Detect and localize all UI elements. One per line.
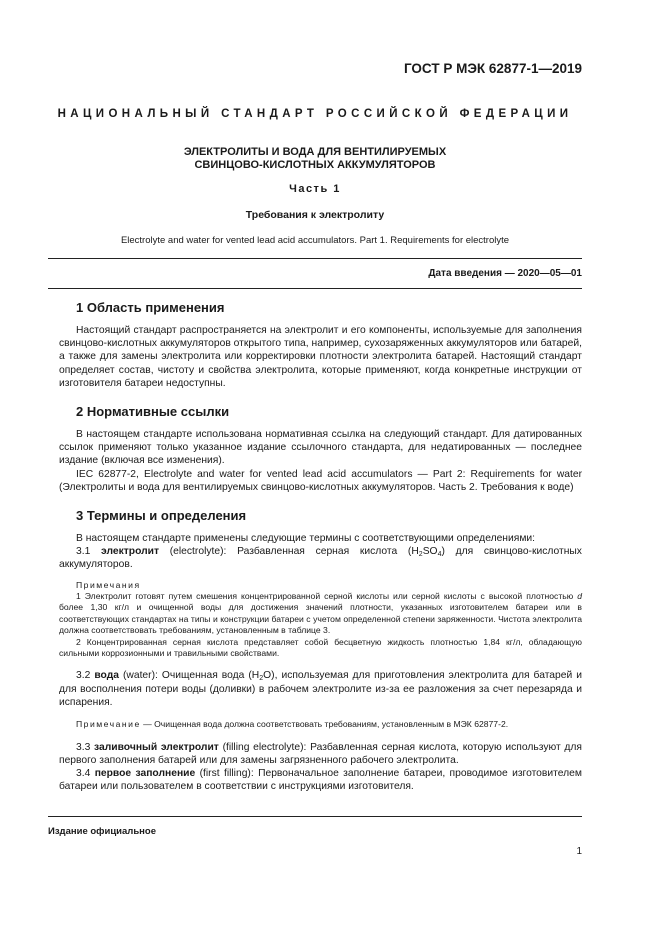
document-body	[59, 300, 582, 793]
part-label: Часть 1	[289, 183, 341, 195]
divider-date	[48, 288, 582, 289]
section-3-intro: В настоящем стандарте применены следующие термины с соответствующими определениями:	[76, 533, 536, 545]
note-1: 1 Электролит готовят путем смешения концентрированной серной кислоты или серной кислоты с высокой плотностью d более 1,30 кг/л и очищенной воды для достижения значений плотности, указанных изготовителем батареи или в соответствующих стандартах на типы и конструкции батареи с учетом определенной степени заряженности. Чистота электролита должна соответствовать требованиям, установленным в таблице 3.	[59, 591, 582, 636]
document-title	[48, 146, 582, 172]
term-3-3: 3.3 заливочный электролит (filling electrolyte): Разбавленная серная кислота, которую используют для первого заполнения батарей или для замены загрязненного рабочего электролита.	[59, 741, 582, 766]
standard-number: ГОСТ Р МЭК 62877-1—2019	[403, 61, 582, 76]
title-line-2: СВИНЦОВО-КИСЛОТНЫХ АККУМУЛЯТОРОВ	[194, 159, 436, 171]
section-2-paragraph-2: IEC 62877-2, Electrolyte and water for vented lead acid accumulators — Part 2: Requirements for water (Электролиты и вода для вентилируемых свинцово-кислотных аккумуляторов. Часть 2. Требования к воде)	[59, 468, 582, 493]
term-3-2: 3.2 вода (water): Очищенная вода $(H_2O)$, используемая для приготовления электролита для батарей и для восполнения потери воды (доливки) в рабочем электролите из-за ее разложения за счет перезаряда и испарения.	[59, 670, 582, 708]
term-filling-electrolyte: заливочный электролит	[94, 741, 219, 753]
national-standard-banner: НАЦИОНАЛЬНЫЙ СТАНДАРТ РОССИЙСКОЙ ФЕДЕРАЦИИ	[57, 108, 573, 120]
section-1-heading: 1 Область применения	[76, 300, 225, 315]
notes-label: Примечания	[76, 579, 141, 590]
section-3-heading: 3 Термины и определения	[76, 508, 247, 524]
term-electrolyte: электролит	[101, 546, 160, 558]
note-3: Примечание — Очищенная вода должна соответствовать требованиям, установленным в МЭК 62877-2.	[76, 719, 509, 730]
section-1-paragraph: Настоящий стандарт распространяется на электролит и его компоненты, используемые для заполнения свинцово-кислотных аккумуляторов открытого типа, например, сухозаряженных аккумуляторов или батарей, а также для замены электролита или корректировки плотности электролита батарей. Настоящий стандарт определяет состав, чистоту и свойства электролита, которые применяют, когда конкретные инструкции от изготовителя батареи недоступны.	[59, 325, 582, 389]
official-edition-label: Издание официальное	[48, 826, 156, 837]
section-2-paragraph-1: В настоящем стандарте использована нормативная ссылка на следующий стандарт. Для датированных ссылок применяют только указанное издание ссылочного стандарта, для недатированных — последнее издание (включая все изменения).	[59, 429, 582, 467]
title-line-1: ЭЛЕКТРОЛИТЫ И ВОДА ДЛЯ ВЕНТИЛИРУЕМЫХ	[183, 146, 447, 158]
note-2: 2 Концентрированная серная кислота представляет собой бесцветную жидкость плотностью 1,84 кг/л, обладающую сильными коррозионными и травильными свойствами.	[59, 636, 582, 659]
introduction-date: Дата введения — 2020—05—01	[428, 268, 582, 279]
term-first-filling: первое заполнение	[94, 767, 196, 779]
divider-footer	[48, 816, 582, 817]
section-2-heading: 2 Нормативные ссылки	[76, 404, 230, 420]
part-subtitle: Требования к электролиту	[245, 209, 385, 221]
divider-top	[48, 258, 582, 259]
term-3-4: 3.4 первое заполнение (first filling): Первоначальное заполнение батареи, проводимое изготовителем батареи или пользователем в соответствии с инструкциями изготовителя.	[59, 767, 582, 793]
page-number: 1	[576, 846, 582, 857]
term-water: вода	[94, 670, 119, 682]
term-3-1: 3.1 электролит (electrolyte): Разбавленная серная кислота $(H_2SO_4)$ для свинцово-кислотных аккумуляторов.	[59, 546, 582, 571]
english-title: Electrolyte and water for vented lead acid accumulators. Part 1. Requirements for electrolyte	[120, 235, 510, 246]
